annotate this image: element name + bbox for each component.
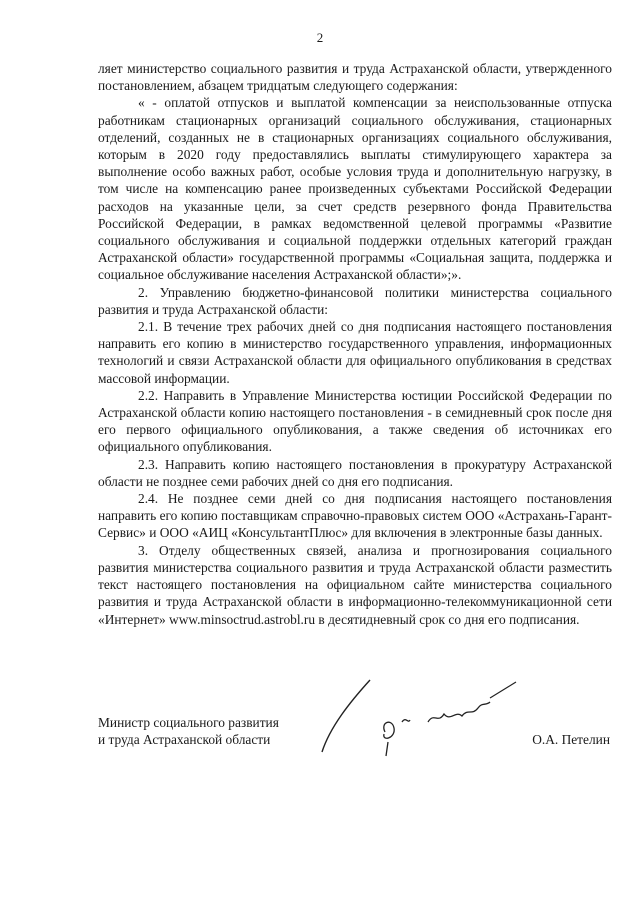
document-body (98, 60, 612, 628)
handwritten-signature (310, 672, 530, 762)
paragraph-item-2: 2. Управлению бюджетно-финансовой политики министерства социального развития и труда Астраханской области: (98, 284, 612, 317)
paragraph-item-2-3: 2.3. Направить копию настоящего постановления в прокуратуру Астраханской области не позднее семи рабочих дней со дня его подписания. (98, 456, 612, 489)
signatory-position-line2: и труда Астраханской области (98, 732, 271, 748)
paragraph-intro: ляет министерство социального развития и труда Астраханской области, утвержденного постановлением, абзацем тридцатым следующего содержания: (98, 61, 612, 94)
signatory-position-line1: Министр социального развития (98, 715, 279, 730)
signatory-position (98, 714, 279, 748)
paragraph-item-2-1: 2.1. В течение трех рабочих дней со дня подписания настоящего постановления направить его копию в министерство государственного управления, информационных технологий и связи Астраханской области для официального опубликования в средствах массовой информации. (98, 319, 612, 386)
paragraph-item-2-4: 2.4. Не позднее семи дней со дня подписания настоящего постановления направить его копию поставщикам справочно-правовых систем ООО «Астрахань-Гарант-Сервис» и ООО «АИЦ «КонсультантПлюс» для включения в электронные базы данных. (98, 491, 612, 541)
paragraph-item-2-2: 2.2. Направить в Управление Министерства юстиции Российской Федерации по Астраханской области копию настоящего постановления - в семидневный срок после дня его первого официального опубликования, а также сведения об источниках его официального опубликования. (98, 387, 612, 455)
signatory-name: О.А. Петелин (532, 732, 610, 747)
paragraph-item-3: 3. Отделу общественных связей, анализа и прогнозирования социального развития министерства социального развития и труда Астраханской области разместить текст настоящего постановления на официальном сайте министерства социального развития и труда Астраханской области в информационно-телекоммуникационной сети «Интернет» www.minsoctrud.astrobl.ru в десятидневный срок со дня его подписания. (98, 542, 612, 627)
page-number: 2 (316, 30, 324, 45)
paragraph-quote: « - оплатой отпусков и выплатой компенсации за неиспользованные отпуска работникам стационарных организаций социального обслуживания, стационарных отделений, созданных не в стационарных организациях социального обслуживания, которым в 2020 году предоставлялись выплаты стимулирующего характера за выполнение особо важных работ, особые условия труда и дополнительную нагрузку, в том числе на компенсацию ранее произведенных субъектами Российской Федерации расходов на указанные цели, за счет средств резервного фонда Правительства Российской Федерации, в рамках ведомственной целевой программы «Развитие социального обслуживания и социальной поддержки отдельных категорий граждан Астраханской области» государственной программы «Социальная защита, поддержка и социальное обслуживание населения Астраханской области»;». (98, 95, 612, 283)
